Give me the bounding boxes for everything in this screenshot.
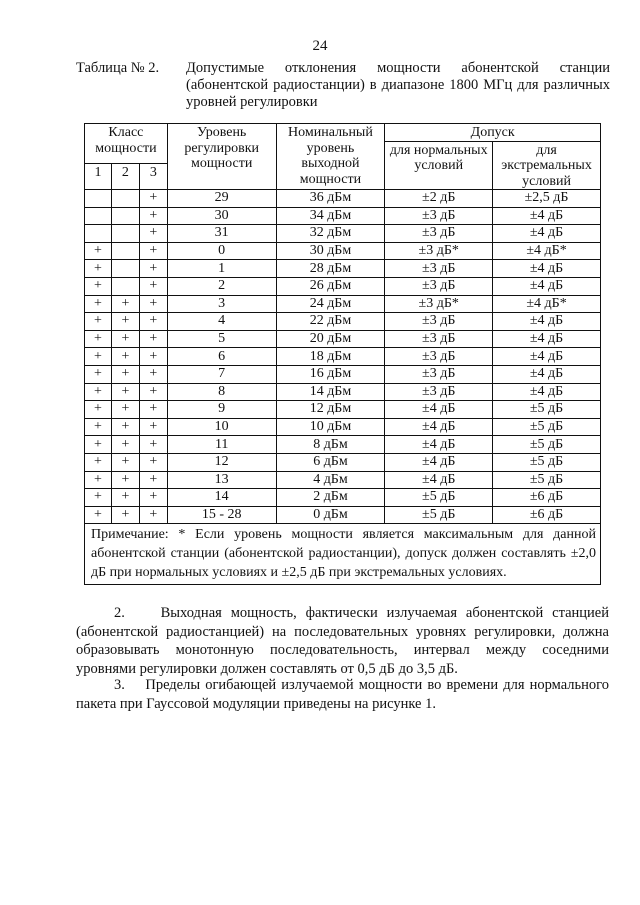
class-2-cell: +: [111, 489, 139, 507]
class-1-cell: +: [85, 489, 112, 507]
class-2-cell: +: [111, 365, 139, 383]
extreme-tolerance-cell: ±4 дБ: [493, 225, 601, 243]
table-body: [85, 190, 601, 524]
extreme-tolerance-cell: ±6 дБ: [493, 489, 601, 507]
class-1-cell: +: [85, 471, 112, 489]
extreme-tolerance-cell: ±5 дБ: [493, 471, 601, 489]
nominal-power-cell: 28 дБм: [276, 260, 385, 278]
nominal-power-cell: 34 дБм: [276, 207, 385, 225]
normal-tolerance-cell: ±4 дБ: [385, 471, 493, 489]
control-level-cell: 6: [167, 348, 276, 366]
class-1-cell: +: [85, 313, 112, 331]
control-level-cell: 5: [167, 330, 276, 348]
power-tolerance-table: [84, 123, 601, 585]
normal-tolerance-cell: ±2 дБ: [385, 190, 493, 208]
class-3-cell: +: [139, 489, 167, 507]
class-2-cell: [111, 225, 139, 243]
nominal-power-cell: 16 дБм: [276, 365, 385, 383]
normal-tolerance-cell: ±3 дБ: [385, 313, 493, 331]
control-level-cell: 7: [167, 365, 276, 383]
table-row: [85, 365, 601, 383]
extreme-tolerance-cell: ±5 дБ: [493, 418, 601, 436]
class-1-cell: [85, 225, 112, 243]
nominal-power-cell: 24 дБм: [276, 295, 385, 313]
class-2-cell: +: [111, 348, 139, 366]
table-caption-text: Допустимые отклонения мощности абонентской станции (абонентской радиостанции) в диапазоне 1800 МГц для различных уровней регулировки: [186, 60, 610, 110]
header-tolerance: Допуск: [385, 124, 601, 142]
page-number: 24: [312, 38, 328, 54]
nominal-power-cell: 6 дБм: [276, 453, 385, 471]
extreme-tolerance-cell: ±4 дБ*: [493, 295, 601, 313]
control-level-cell: 0: [167, 242, 276, 260]
paragraph-3-number: 3.: [114, 677, 125, 693]
nominal-power-cell: 2 дБм: [276, 489, 385, 507]
nominal-power-cell: 20 дБм: [276, 330, 385, 348]
control-level-cell: 30: [167, 207, 276, 225]
control-level-cell: 31: [167, 225, 276, 243]
table-row: [85, 436, 601, 454]
control-level-cell: 13: [167, 471, 276, 489]
control-level-cell: 9: [167, 401, 276, 419]
extreme-tolerance-cell: ±4 дБ: [493, 348, 601, 366]
table-row: [85, 225, 601, 243]
normal-tolerance-cell: ±3 дБ: [385, 383, 493, 401]
normal-tolerance-cell: ±3 дБ*: [385, 295, 493, 313]
table-row: [85, 383, 601, 401]
extreme-tolerance-cell: ±4 дБ: [493, 207, 601, 225]
header-power-class: Класс мощности: [85, 124, 168, 164]
control-level-cell: 14: [167, 489, 276, 507]
class-2-cell: +: [111, 418, 139, 436]
nominal-power-cell: 30 дБм: [276, 242, 385, 260]
class-3-cell: +: [139, 418, 167, 436]
extreme-tolerance-cell: ±4 дБ*: [493, 242, 601, 260]
class-2-cell: [111, 207, 139, 225]
nominal-power-cell: 26 дБм: [276, 277, 385, 295]
class-1-cell: +: [85, 242, 112, 260]
extreme-tolerance-cell: ±4 дБ: [493, 383, 601, 401]
class-3-cell: +: [139, 348, 167, 366]
class-1-cell: +: [85, 383, 112, 401]
normal-tolerance-cell: ±3 дБ: [385, 277, 493, 295]
table-row: [85, 277, 601, 295]
control-level-cell: 11: [167, 436, 276, 454]
class-1-cell: +: [85, 277, 112, 295]
header-class-1: 1: [85, 164, 112, 190]
class-2-cell: +: [111, 313, 139, 331]
table-row: [85, 260, 601, 278]
class-2-cell: [111, 277, 139, 295]
class-2-cell: +: [111, 383, 139, 401]
class-3-cell: +: [139, 242, 167, 260]
control-level-cell: 29: [167, 190, 276, 208]
table-row: [85, 418, 601, 436]
extreme-tolerance-cell: ±2,5 дБ: [493, 190, 601, 208]
class-3-cell: +: [139, 471, 167, 489]
extreme-tolerance-cell: ±5 дБ: [493, 436, 601, 454]
table-row: [85, 295, 601, 313]
class-1-cell: +: [85, 365, 112, 383]
extreme-tolerance-cell: ±4 дБ: [493, 330, 601, 348]
control-level-cell: 10: [167, 418, 276, 436]
table-row: [85, 401, 601, 419]
table-caption-label: Таблица № 2.: [76, 60, 160, 76]
normal-tolerance-cell: ±4 дБ: [385, 453, 493, 471]
extreme-tolerance-cell: ±5 дБ: [493, 401, 601, 419]
class-3-cell: +: [139, 383, 167, 401]
normal-tolerance-cell: ±3 дБ*: [385, 242, 493, 260]
class-1-cell: [85, 190, 112, 208]
table-row: [85, 207, 601, 225]
nominal-power-cell: 4 дБм: [276, 471, 385, 489]
paragraph-2-text: Выходная мощность, фактически излучаемая абонентской станцией (абонентской радиостанцией) на последовательных уровнях регулировки, должна образовывать монотонную последовательность, интервал между соседними уровнями регулировки должен составлять от 0,5 дБ до 3,5 дБ.: [76, 605, 610, 677]
nominal-power-cell: 22 дБм: [276, 313, 385, 331]
class-1-cell: [85, 207, 112, 225]
header-class-3: 3: [139, 164, 167, 190]
paragraph-2-number: 2.: [114, 605, 125, 621]
class-2-cell: +: [111, 330, 139, 348]
control-level-cell: 15 - 28: [167, 506, 276, 524]
table-row: [85, 190, 601, 208]
control-level-cell: 1: [167, 260, 276, 278]
paragraph-2: [76, 604, 609, 678]
control-level-cell: 4: [167, 313, 276, 331]
class-3-cell: +: [139, 365, 167, 383]
class-2-cell: +: [111, 295, 139, 313]
class-2-cell: [111, 190, 139, 208]
class-3-cell: +: [139, 295, 167, 313]
class-2-cell: +: [111, 506, 139, 524]
nominal-power-cell: 0 дБм: [276, 506, 385, 524]
class-3-cell: +: [139, 277, 167, 295]
table-row: [85, 242, 601, 260]
class-1-cell: +: [85, 418, 112, 436]
control-level-cell: 3: [167, 295, 276, 313]
class-3-cell: +: [139, 313, 167, 331]
header-nominal-power: Номинальный уровень выходной мощности: [276, 124, 385, 190]
header-class-2: 2: [111, 164, 139, 190]
class-2-cell: +: [111, 436, 139, 454]
class-3-cell: +: [139, 190, 167, 208]
table-note: Примечание: * Если уровень мощности является максимальным для данной абонентской станции (абонентской радиостанции), допуск должен составлять ±2,0 дБ при нормальных условиях и ±2,5 дБ при экстремальных условиях.: [85, 524, 601, 585]
control-level-cell: 2: [167, 277, 276, 295]
table-row: [85, 313, 601, 331]
extreme-tolerance-cell: ±4 дБ: [493, 365, 601, 383]
header-control-level: Уровень регулировки мощности: [167, 124, 276, 190]
normal-tolerance-cell: ±3 дБ: [385, 365, 493, 383]
nominal-power-cell: 12 дБм: [276, 401, 385, 419]
nominal-power-cell: 10 дБм: [276, 418, 385, 436]
nominal-power-cell: 32 дБм: [276, 225, 385, 243]
normal-tolerance-cell: ±3 дБ: [385, 207, 493, 225]
normal-tolerance-cell: ±4 дБ: [385, 401, 493, 419]
class-3-cell: +: [139, 225, 167, 243]
class-3-cell: +: [139, 401, 167, 419]
class-3-cell: +: [139, 260, 167, 278]
class-2-cell: [111, 242, 139, 260]
class-1-cell: +: [85, 453, 112, 471]
normal-tolerance-cell: ±5 дБ: [385, 489, 493, 507]
table-row: [85, 330, 601, 348]
nominal-power-cell: 14 дБм: [276, 383, 385, 401]
extreme-tolerance-cell: ±5 дБ: [493, 453, 601, 471]
control-level-cell: 12: [167, 453, 276, 471]
class-1-cell: +: [85, 348, 112, 366]
paragraph-3: [76, 676, 609, 713]
class-3-cell: +: [139, 330, 167, 348]
normal-tolerance-cell: ±4 дБ: [385, 436, 493, 454]
extreme-tolerance-cell: ±4 дБ: [493, 313, 601, 331]
class-2-cell: +: [111, 401, 139, 419]
class-3-cell: +: [139, 436, 167, 454]
nominal-power-cell: 8 дБм: [276, 436, 385, 454]
class-3-cell: +: [139, 207, 167, 225]
control-level-cell: 8: [167, 383, 276, 401]
table-row: [85, 348, 601, 366]
normal-tolerance-cell: ±3 дБ: [385, 225, 493, 243]
extreme-tolerance-cell: ±6 дБ: [493, 506, 601, 524]
normal-tolerance-cell: ±5 дБ: [385, 506, 493, 524]
class-1-cell: +: [85, 401, 112, 419]
header-extreme-conditions: для экстремальных условий: [493, 141, 601, 190]
normal-tolerance-cell: ±3 дБ: [385, 260, 493, 278]
extreme-tolerance-cell: ±4 дБ: [493, 260, 601, 278]
class-1-cell: +: [85, 330, 112, 348]
nominal-power-cell: 18 дБм: [276, 348, 385, 366]
normal-tolerance-cell: ±3 дБ: [385, 348, 493, 366]
nominal-power-cell: 36 дБм: [276, 190, 385, 208]
normal-tolerance-cell: ±4 дБ: [385, 418, 493, 436]
class-1-cell: +: [85, 436, 112, 454]
class-3-cell: +: [139, 506, 167, 524]
paragraph-3-text: Пределы огибающей излучаемой мощности во времени для нормального пакета при Гауссовой модуляции приведены на рисунке 1.: [76, 677, 610, 712]
class-1-cell: +: [85, 295, 112, 313]
table-row: [85, 471, 601, 489]
table-row: [85, 489, 601, 507]
table-row: [85, 453, 601, 471]
normal-tolerance-cell: ±3 дБ: [385, 330, 493, 348]
table-row: [85, 506, 601, 524]
class-3-cell: +: [139, 453, 167, 471]
class-1-cell: +: [85, 506, 112, 524]
header-normal-conditions: для нормальных условий: [385, 141, 493, 190]
class-2-cell: +: [111, 453, 139, 471]
class-2-cell: [111, 260, 139, 278]
class-2-cell: +: [111, 471, 139, 489]
extreme-tolerance-cell: ±4 дБ: [493, 277, 601, 295]
class-1-cell: +: [85, 260, 112, 278]
